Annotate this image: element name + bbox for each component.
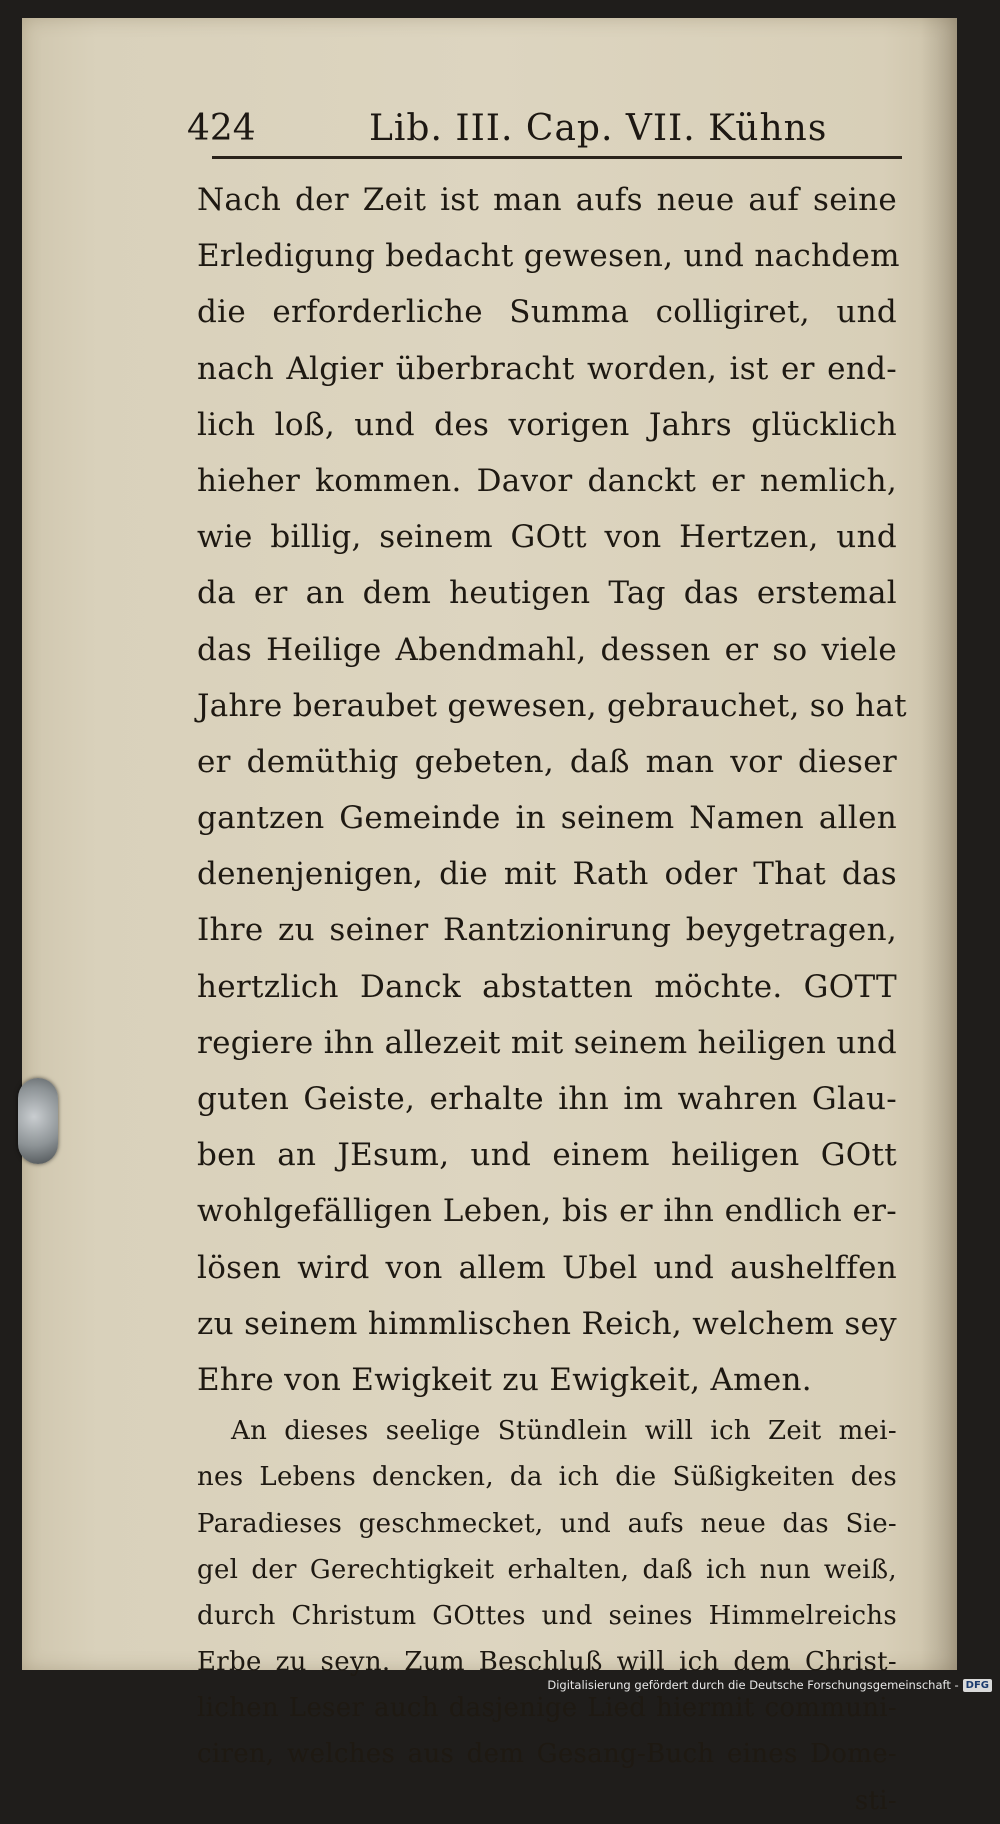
text-line: lösen wird von allem Ubel und aushelffen — [197, 1249, 897, 1286]
text-line: wie billig, seinem GOtt von Hertzen, und — [197, 519, 897, 556]
metal-clasp — [18, 1078, 58, 1164]
text-line: er demüthig gebeten, daß man vor dieser — [197, 743, 897, 780]
text-line: wohlgefälligen Leben, bis er ihn endlich er- — [197, 1193, 897, 1230]
page-body — [197, 172, 907, 1824]
header-rule — [212, 156, 902, 159]
text-line: ciren, welches aus dem Gesang-Buch eines Dome- — [197, 1739, 897, 1770]
text-line: Ihre zu seiner Rantzionirung beygetragen, — [197, 912, 897, 949]
catchword: sti- — [854, 1785, 897, 1816]
text-line: gel der Gerechtigkeit erhalten, daß ich nun weiß, — [197, 1554, 897, 1585]
running-head: Lib. III. Cap. VII. Kühns — [369, 108, 828, 149]
text-line: durch Christum GOttes und seines Himmelreichs — [197, 1600, 897, 1631]
text-line: gantzen Gemeinde in seinem Namen allen — [197, 800, 897, 837]
text-line: hieher kommen. Davor danckt er nemlich, — [197, 462, 897, 499]
credit-text: Digitalisierung gefördert durch die Deutsche Forschungsgemeinschaft - — [547, 1678, 959, 1692]
text-line: das Heilige Abendmahl, dessen er so viele — [197, 631, 897, 668]
text-line: hertzlich Danck abstatten möchte. GOTT — [197, 968, 897, 1005]
paragraph-1 — [197, 172, 907, 1408]
text-line: regiere ihn allezeit mit seinem heiligen und — [197, 1024, 897, 1061]
text-line: lichen Leser auch dasjenige Lied hiermit communi- — [197, 1693, 897, 1724]
page-number: 424 — [187, 108, 256, 149]
text-line: denenjenigen, die mit Rath oder That das — [197, 856, 897, 893]
paragraph-2 — [197, 1408, 897, 1824]
text-line: guten Geiste, erhalte ihn im wahren Glau- — [197, 1081, 897, 1117]
text-line: Jahre beraubet gewesen, gebrauchet, so hat — [197, 687, 907, 724]
text-line: zu seinem himmlischen Reich, welchem sey — [197, 1305, 897, 1342]
page-gutter-shadow — [921, 18, 957, 1670]
page-header — [187, 104, 907, 164]
text-line: nach Algier überbracht worden, ist er end- — [197, 350, 897, 387]
text-line: nes Lebens dencken, da ich die Süßigkeiten des — [197, 1462, 897, 1493]
text-line: die erforderliche Summa colligiret, und — [197, 294, 897, 331]
text-line: Erledigung bedacht gewesen, und nachdem — [197, 238, 900, 275]
text-line: Nach der Zeit ist man aufs neue auf seine — [197, 182, 897, 218]
text-line: Erbe zu seyn. Zum Beschluß will ich dem Christ- — [197, 1647, 897, 1678]
text-line: An dieses seelige Stündlein will ich Zeit mei- — [231, 1416, 897, 1447]
text-line: lich loß, und des vorigen Jahrs glücklich — [197, 406, 897, 443]
text-line: da er an dem heutigen Tag das erstemal — [197, 575, 897, 612]
digitization-credit — [547, 1678, 992, 1692]
text-line: ben an JEsum, und einem heiligen GOtt — [197, 1137, 897, 1174]
dfg-logo: DFG — [963, 1679, 992, 1692]
text-line: Paradieses geschmecket, und aufs neue das Sie- — [197, 1508, 897, 1539]
text-line: Ehre von Ewigkeit zu Ewigkeit, Amen. — [197, 1361, 812, 1398]
